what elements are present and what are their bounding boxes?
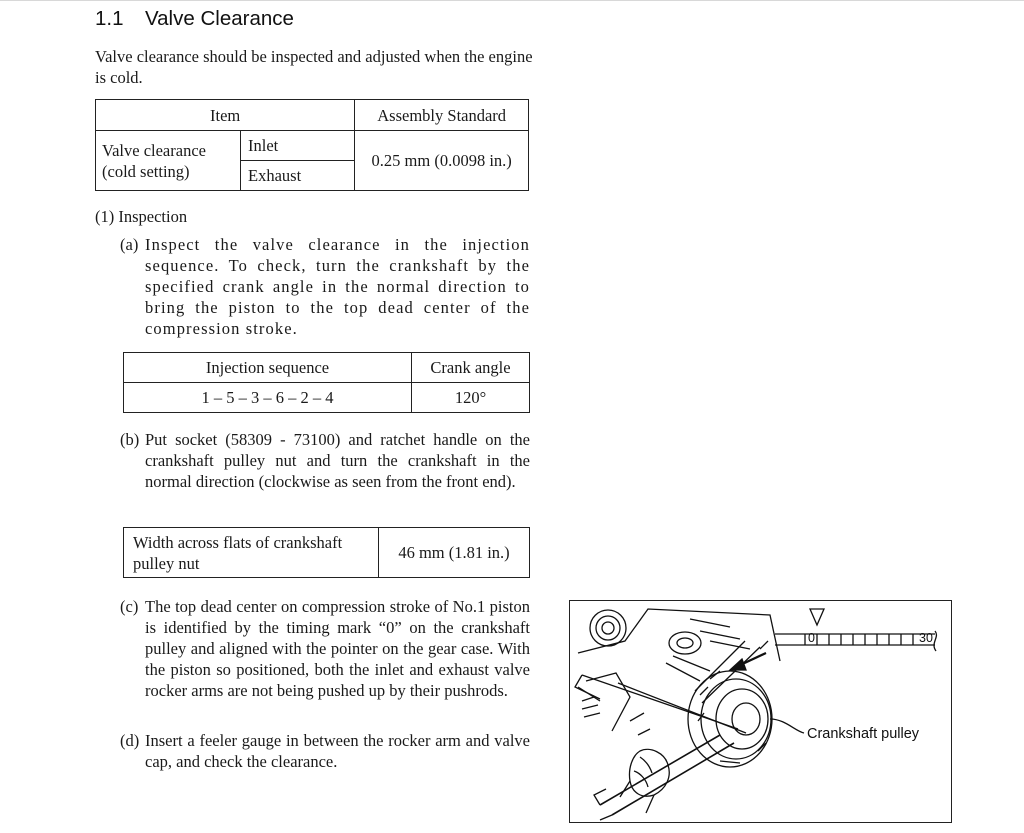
- callout-leader: [770, 719, 804, 733]
- pointer-arrow-icon: [730, 653, 766, 670]
- step-c-text: The top dead center on compression stroke of No.1 piston is identified by the timing mark “0” on the crankshaft pulley and aligned with the pointer on the gear case. With the piston so positioned, both the inlet and exhaust valve rocker arms are not being pushed up by their pushrods.: [145, 597, 530, 700]
- scale-start-label: 0: [808, 631, 815, 645]
- step-c: [120, 596, 530, 701]
- width-label: [124, 528, 379, 578]
- clearance-table: [95, 99, 529, 191]
- width-label-line2: pulley nut: [133, 553, 200, 573]
- step-c-label: (c): [120, 597, 139, 616]
- intro-paragraph: Valve clearance should be inspected and adjusted when the engine is cold.: [95, 47, 533, 87]
- fan-hub-icon: [666, 632, 710, 681]
- timing-scale-icon: [775, 631, 936, 651]
- ratchet-handle-icon: [575, 675, 746, 820]
- step-a-label: (a): [120, 235, 139, 254]
- row-label-line1: Valve clearance: [102, 140, 206, 160]
- header-item: Item: [96, 100, 355, 131]
- angle-value: 120°: [412, 383, 530, 413]
- width-table: [123, 527, 530, 578]
- sequence-table: [123, 352, 530, 413]
- header-angle: Crank angle: [412, 353, 530, 383]
- pulley-illustration: [570, 601, 951, 822]
- width-label-line1: Width across flats of crankshaft: [133, 532, 343, 552]
- step-d-text: Insert a feeler gauge in between the rocker arm and valve cap, and check the clearance.: [145, 731, 530, 771]
- step-a: [120, 234, 530, 339]
- row-label: [96, 131, 241, 191]
- gear-case-outline: [578, 609, 780, 735]
- crankshaft-pulley-label: Crankshaft pulley: [807, 726, 920, 742]
- section-number: 1.1: [95, 7, 124, 30]
- header-standard: Assembly Standard: [355, 100, 529, 131]
- step-a-text: Inspect the valve clearance in the injection sequence. To check, turn the crankshaft by the specified crank angle in the normal direction to bring the piston to the top dead center of the compression stroke.: [145, 235, 530, 338]
- hand-icon: [620, 749, 669, 813]
- section-title: Valve Clearance: [145, 7, 294, 30]
- step-b-text: Put socket (58309 - 73100) and ratchet handle on the crankshaft pulley nut and turn the crankshaft in the normal direction (clockwise as seen from the front end).: [145, 430, 530, 491]
- step-b-label: (b): [120, 430, 140, 449]
- inlet-cell: Inlet: [241, 131, 355, 161]
- crankshaft-pulley-figure: [569, 600, 952, 823]
- width-value: 46 mm (1.81 in.): [379, 528, 530, 578]
- clearance-value: 0.25 mm (0.0098 in.): [355, 131, 529, 191]
- top-divider: [0, 0, 1024, 1]
- timing-mark-icon: [810, 609, 824, 625]
- step-b: [120, 429, 530, 492]
- row-label-line2: (cold setting): [102, 161, 190, 181]
- sequence-value: 1 – 5 – 3 – 6 – 2 – 4: [124, 383, 412, 413]
- scale-end-label: 30: [919, 631, 933, 645]
- step-d-label: (d): [120, 731, 140, 750]
- header-sequence: Injection sequence: [124, 353, 412, 383]
- step-d: [120, 730, 530, 772]
- section-heading: [95, 7, 294, 31]
- inspection-heading: (1) Inspection: [95, 207, 188, 226]
- exhaust-cell: Exhaust: [241, 161, 355, 191]
- upper-boss-icon: [590, 610, 626, 646]
